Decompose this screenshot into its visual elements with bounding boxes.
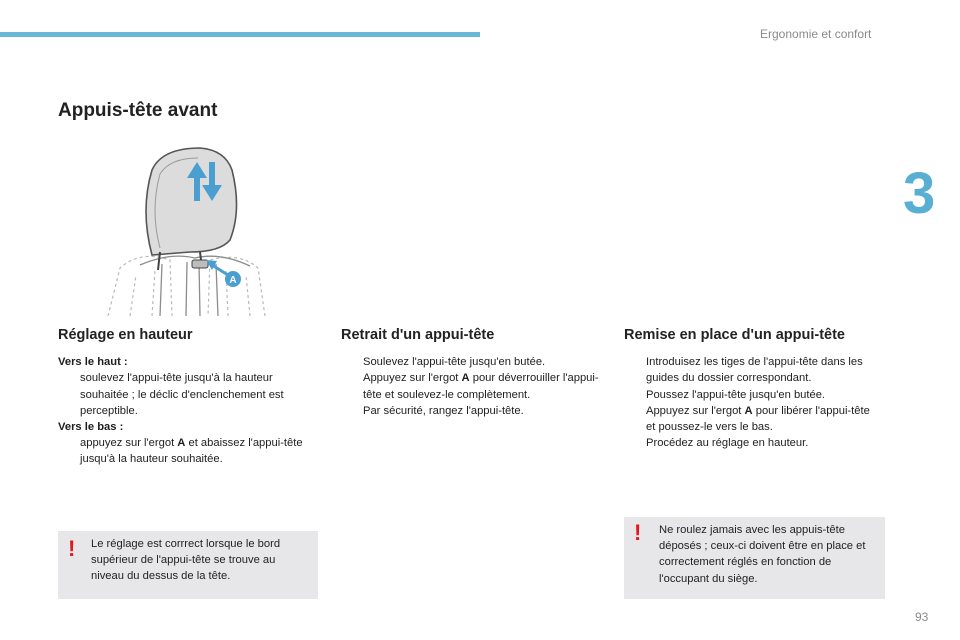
page-number: 93 [915,610,929,624]
item-text-bold: A [744,404,753,417]
note-correct-adjustment [58,531,318,599]
item-text: Procédez au réglage en hauteur. [646,437,809,450]
item-text-bold: A [177,437,186,450]
item-text: Introduisez les tiges de l'appui-tête dans les guides du dossier correspondant. [646,356,863,385]
note-text: Le réglage est corrrect lorsque le bord supérieur de l'appui-tête se trouve au niveau du dessus de la tête. [91,538,281,583]
warning-icon: ! [68,536,76,561]
note-text: Ne roulez jamais avec les appuis-tête déposés ; ceux-ci doivent être en place et correctement réglés en fonction de l'occupant du siège. [659,524,866,585]
sub-up: Vers le haut : [58,356,128,369]
heading-refitting: Remise en place d'un appui-tête [624,327,845,343]
list-item [624,387,879,403]
list-item [58,370,313,419]
callout-a: A [229,275,237,286]
section-label: Ergonomie et confort [760,27,872,41]
item-text: Soulevez l'appui-tête jusqu'en butée. [363,356,546,369]
headrest-illustration [100,140,280,318]
list-item [624,435,879,451]
item-text: soulevez l'appui-tête jusqu'à la hauteur souhaitée ; le déclic d'enclenchement est perceptible. [80,372,284,417]
section-removal [341,327,601,419]
section-refitting [624,327,879,451]
item-text-post: pour déverrouiller l'appui-tête et soulevez-le complètement. [363,372,599,401]
item-text [363,372,599,400]
list-item [624,354,879,386]
item-text-pre: Appuyez sur l'ergot [363,372,462,385]
list-item [341,354,601,370]
item-text [646,405,870,433]
item-text-pre: Appuyez sur l'ergot [646,404,745,417]
list-item [341,403,601,419]
item-text-post: et abaissez l'appui-tête jusqu'à la hauteur souhaitée. [80,437,303,466]
item-text-bold: A [461,372,470,385]
warning-icon: ! [634,520,642,545]
item-text-post: pour libérer l'appui-tête et poussez-le vers le bas. [646,404,870,434]
header-accent-bar [0,32,480,37]
page-title: Appuis-tête avant [58,100,218,121]
item-text: Par sécurité, rangez l'appui-tête. [363,404,524,417]
item-text-pre: appuyez sur l'ergot [80,437,178,450]
list-item [341,370,601,402]
chapter-number: 3 [903,161,936,226]
item-text [80,437,303,465]
sub-down: Vers le bas : [58,421,124,434]
list-item [624,403,879,435]
heading-removal: Retrait d'un appui-tête [341,327,495,343]
list-item [58,435,313,467]
note-safety-warning [624,517,885,599]
section-height-adjustment [58,327,313,468]
item-text: Poussez l'appui-tête jusqu'en butée. [646,388,826,401]
heading-height-adjustment: Réglage en hauteur [58,327,193,343]
